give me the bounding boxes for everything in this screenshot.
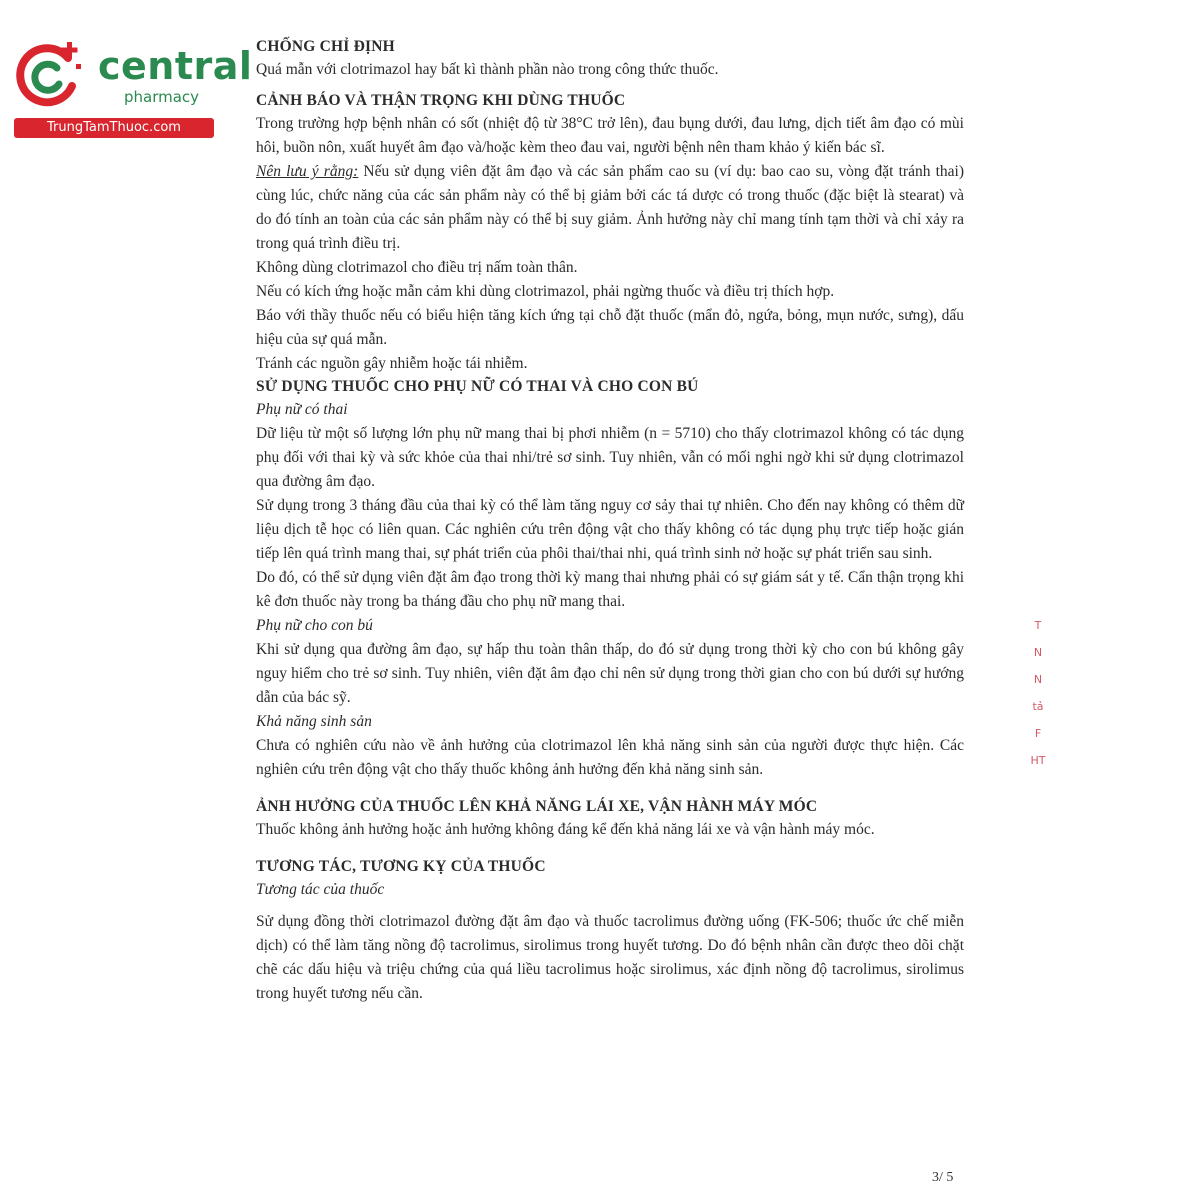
paragraph: Trong trường hợp bệnh nhân có sốt (nhiệt độ từ 38°C trở lên), đau bụng dưới, đau lưng, dịch tiết âm đạo có mùi hôi, buồn nôn, xuất huyết âm đạo và/hoặc kèm theo đau vai, người bệnh nên tham khảo ý kiến bác sĩ. (256, 115, 964, 156)
heading-interactions: TƯƠNG TÁC, TƯƠNG KỴ CỦA THUỐC (256, 858, 546, 875)
paragraph: Sử dụng đồng thời clotrimazol đường đặt âm đạo và thuốc tacrolimus đường uống (FK-506; thuốc ức chế miễn dịch) có thể làm tăng nồng độ tacrolimus, sirolimus trong huyết tương. Do đó bệnh nhân cần được theo dõi chặt chẽ các dấu hiệu và triệu chứng của quá liều tacrolimus hoặc sirolimus, xác định nồng độ tacrolimus, sirolimus trong huyết tương nếu cần. (256, 913, 964, 1002)
stamp-char: F (1034, 727, 1042, 740)
stamp-char: N (1033, 673, 1043, 686)
document-body (256, 36, 964, 1006)
paragraph: Khi sử dụng qua đường âm đạo, sự hấp thu toàn thân thấp, do đó sử dụng trong thời kỳ cho con bú không gây nguy hiểm cho trẻ sơ sinh. Tuy nhiên, viên đặt âm đạo chỉ nên sử dụng trong thời gian cho con bú dưới sự hướng dẫn của bác sỹ. (256, 641, 964, 706)
paragraph: Chưa có nghiên cứu nào về ảnh hưởng của clotrimazol lên khả năng sinh sản của người được thực hiện. Các nghiên cứu trên động vật cho thấy thuốc không ảnh hưởng đến khả năng sinh sản. (256, 737, 964, 778)
red-stamp-fragment (1030, 612, 1046, 774)
pharmacy-logo (10, 38, 253, 138)
paragraph: Dữ liệu từ một số lượng lớn phụ nữ mang thai bị phơi nhiễm (n = 5710) cho thấy clotrimazol không có tác dụng phụ đối với thai kỳ và sức khỏe của thai nhi/trẻ sơ sinh. Tuy nhiên, vẫn có mối nghi ngờ khi sử dụng clotrimazol qua đường âm đạo. (256, 425, 964, 490)
stamp-char: tả (1032, 700, 1044, 713)
paragraph: Nếu có kích ứng hoặc mẫn cảm khi dùng clotrimazol, phải ngừng thuốc và điều trị thích hợp. (256, 283, 835, 300)
heading-driving: ẢNH HƯỞNG CỦA THUỐC LÊN KHẢ NĂNG LÁI XE, VẬN HÀNH MÁY MÓC (256, 798, 818, 815)
logo-sub-text: pharmacy (124, 88, 200, 106)
logo-brand-text: central (98, 44, 253, 88)
note-text: Nếu sử dụng viên đặt âm đạo và các sản phẩm cao su (ví dụ: bao cao su, vòng đặt tránh thai) cùng lúc, chức năng của các sản phẩm này có thể bị giảm bởi các tá dược có trong thuốc (đặc biệt là stearat) và do đó tính an toàn của các sản phẩm này có thể bị suy giảm. Ảnh hưởng này chỉ mang tính tạm thời và chỉ xảy ra trong quá trình điều trị. (256, 163, 964, 252)
subheading-interactions: Tương tác của thuốc (256, 881, 385, 898)
paragraph: Sử dụng trong 3 tháng đầu của thai kỳ có thể làm tăng nguy cơ sảy thai tự nhiên. Cho đến nay không có thêm dữ liệu dịch tễ học có liên quan. Các nghiên cứu trên động vật cho thấy không có tác dụng phụ trực tiếp hoặc gián tiếp lên quá trình mang thai, sự phát triển của phôi thai/thai nhi, quá trình sinh nở hoặc sự phát triển sau sinh. (256, 497, 964, 562)
stamp-char: N (1033, 646, 1043, 659)
paragraph: Không dùng clotrimazol cho điều trị nấm toàn thân. (256, 259, 578, 276)
heading-contraindications: CHỐNG CHỈ ĐỊNH (256, 38, 395, 55)
paragraph-note (256, 160, 964, 256)
logo-site-banner: TrungTamThuoc.com (14, 118, 214, 138)
paragraph: Tránh các nguồn gây nhiễm hoặc tái nhiễm. (256, 355, 528, 372)
note-label: Nên lưu ý rằng: (256, 163, 359, 180)
paragraph: Quá mẫn với clotrimazol hay bất kì thành phần nào trong công thức thuốc. (256, 61, 719, 78)
paragraph: Do đó, có thể sử dụng viên đặt âm đạo trong thời kỳ mang thai nhưng phải có sự giám sát y tế. Cẩn thận trọng khi kê đơn thuốc này trong ba tháng đầu cho phụ nữ mang thai. (256, 569, 964, 610)
heading-pregnancy: SỬ DỤNG THUỐC CHO PHỤ NỮ CÓ THAI VÀ CHO CON BÚ (256, 378, 699, 395)
subheading-breastfeeding: Phụ nữ cho con bú (256, 617, 373, 634)
page-number: 3/ 5 (932, 1170, 954, 1185)
paragraph: Thuốc không ảnh hưởng hoặc ảnh hưởng không đáng kể đến khả năng lái xe và vận hành máy móc. (256, 821, 875, 838)
stamp-char: HT (1030, 754, 1046, 767)
subheading-fertility: Khả năng sinh sản (256, 713, 372, 730)
paragraph: Báo với thầy thuốc nếu có biểu hiện tăng kích ứng tại chỗ đặt thuốc (mẩn đỏ, ngứa, bỏng, mụn nước, sưng), dấu hiệu của sự quá mẫn. (256, 307, 964, 348)
heading-warnings: CẢNH BÁO VÀ THẬN TRỌNG KHI DÙNG THUỐC (256, 92, 626, 109)
central-logo-icon (10, 38, 88, 116)
stamp-char: T (1034, 619, 1042, 632)
subheading-pregnant: Phụ nữ có thai (256, 401, 348, 418)
